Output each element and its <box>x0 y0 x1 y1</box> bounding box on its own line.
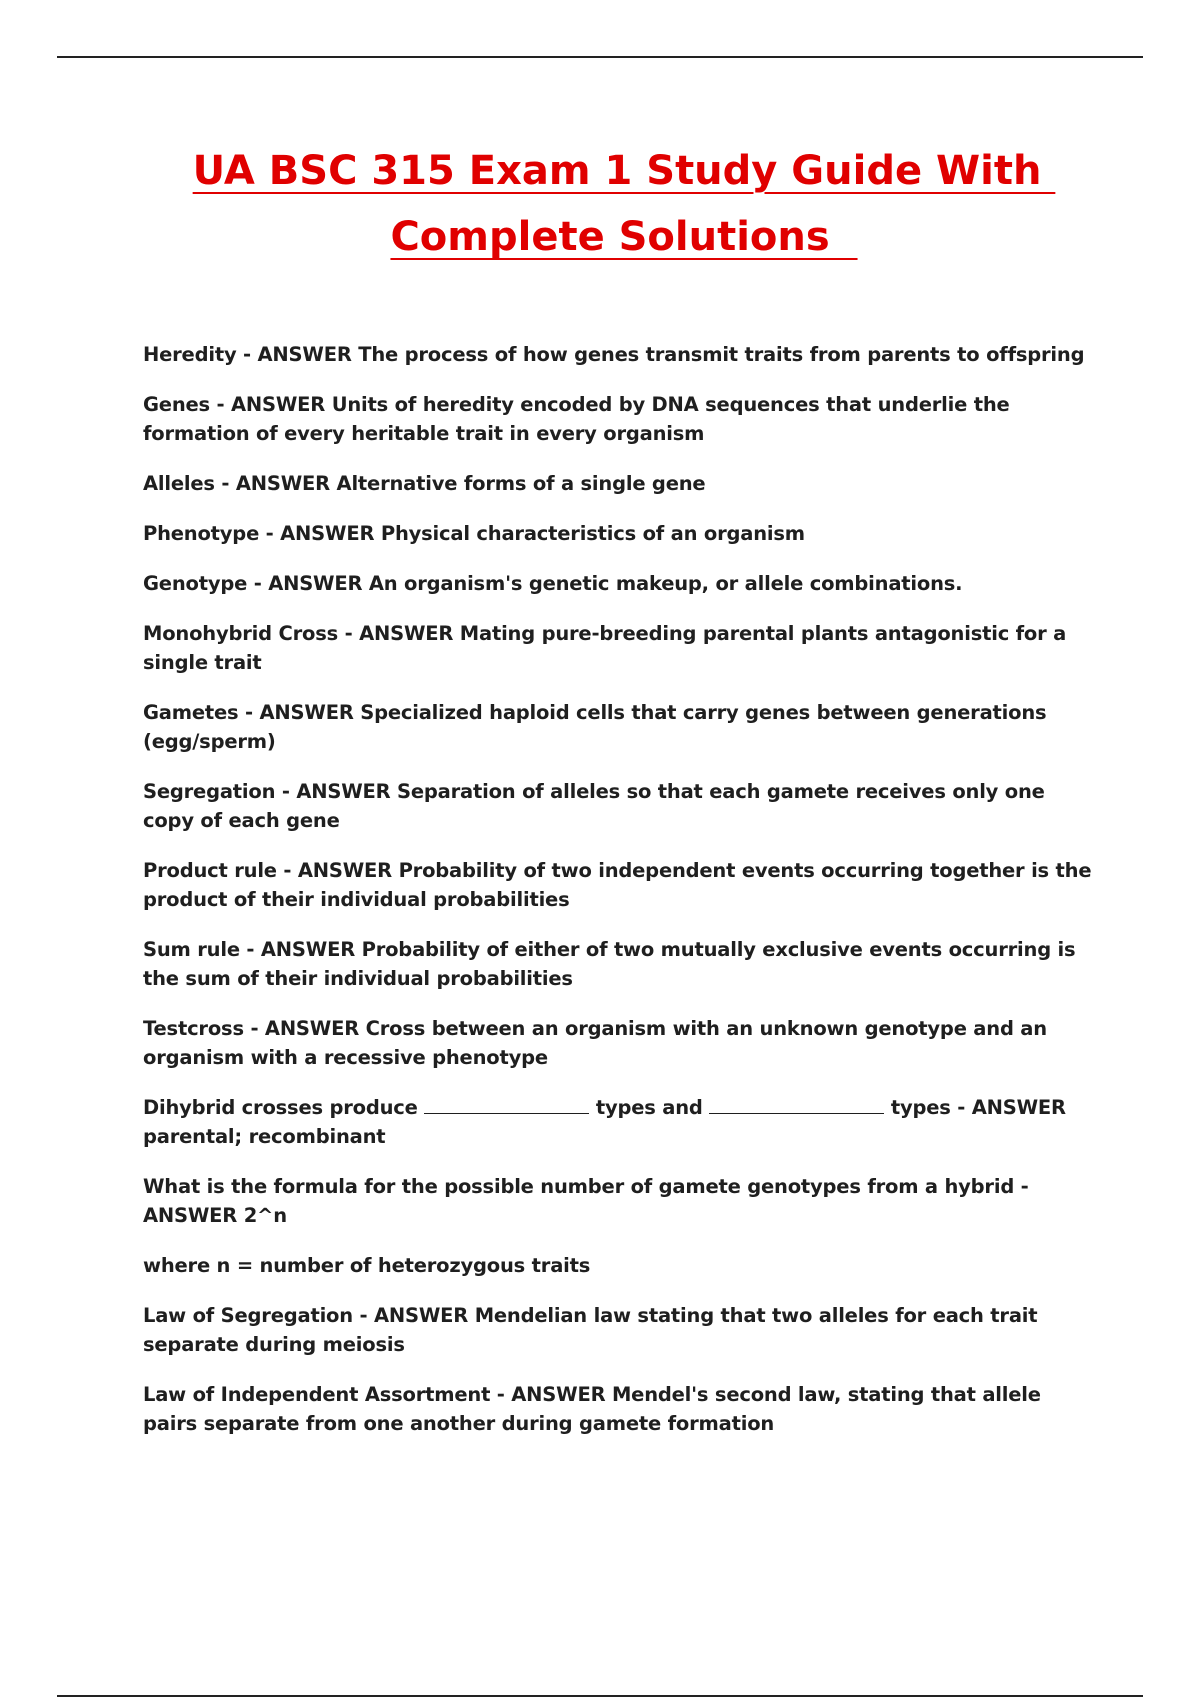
qa-list <box>143 340 1093 1459</box>
qa-item-phenotype: Phenotype - ANSWER Physical characteristics of an organism <box>143 522 805 545</box>
qa-item-law-of-independent-assortment: Law of Independent Assortment - ANSWER Mendel's second law, stating that allele pairs separate from one another during gamete formation <box>143 1383 1041 1435</box>
qa-item-gametes: Gametes - ANSWER Specialized haploid cells that carry genes between generations (egg/sperm) <box>143 701 1047 753</box>
bottom-rule <box>57 1695 1143 1697</box>
qa-item-genotype: Genotype - ANSWER An organism's genetic makeup, or allele combinations. <box>143 572 963 595</box>
qa-item-product-rule: Product rule - ANSWER Probability of two independent events occurring together is the product of their individual probabilities <box>143 859 1092 911</box>
qa-item-sum-rule: Sum rule - ANSWER Probability of either of two mutually exclusive events occurring is the sum of their individual probabilities <box>143 938 1076 990</box>
qa-item-gamete-formula: What is the formula for the possible number of gamete genotypes from a hybrid - ANSWER 2^n <box>143 1175 1029 1227</box>
document-title <box>0 138 1200 270</box>
top-rule <box>57 56 1143 58</box>
qa-item-segregation: Segregation - ANSWER Separation of alleles so that each gamete receives only one copy of each gene <box>143 780 1045 832</box>
qa-item-heredity: Heredity - ANSWER The process of how genes transmit traits from parents to offspring <box>143 343 1085 366</box>
title-line-1: UA BSC 315 Exam 1 Study Guide With <box>192 148 1056 194</box>
qa-item-dihybrid-crosses <box>143 1093 1093 1151</box>
dihybrid-text-3: types - ANSWER parental; recombinant <box>143 1096 1066 1148</box>
title-line-2: Complete Solutions <box>390 214 858 260</box>
fill-in-blank-2 <box>709 1095 884 1114</box>
qa-item-monohybrid-cross: Monohybrid Cross - ANSWER Mating pure-breeding parental plants antagonistic for a single trait <box>143 622 1067 674</box>
qa-item-genes: Genes - ANSWER Units of heredity encoded by DNA sequences that underlie the formation of every heritable trait in every organism <box>143 393 1010 445</box>
fill-in-blank-1 <box>424 1095 589 1114</box>
dihybrid-text-2: types and <box>589 1096 710 1119</box>
qa-item-alleles: Alleles - ANSWER Alternative forms of a single gene <box>143 472 706 495</box>
qa-item-formula-note: where n = number of heterozygous traits <box>143 1254 591 1277</box>
qa-item-testcross: Testcross - ANSWER Cross between an organism with an unknown genotype and an organism with a recessive phenotype <box>143 1017 1047 1069</box>
qa-item-law-of-segregation: Law of Segregation - ANSWER Mendelian law stating that two alleles for each trait separate during meiosis <box>143 1304 1038 1356</box>
dihybrid-text-1: Dihybrid crosses produce <box>143 1096 425 1119</box>
